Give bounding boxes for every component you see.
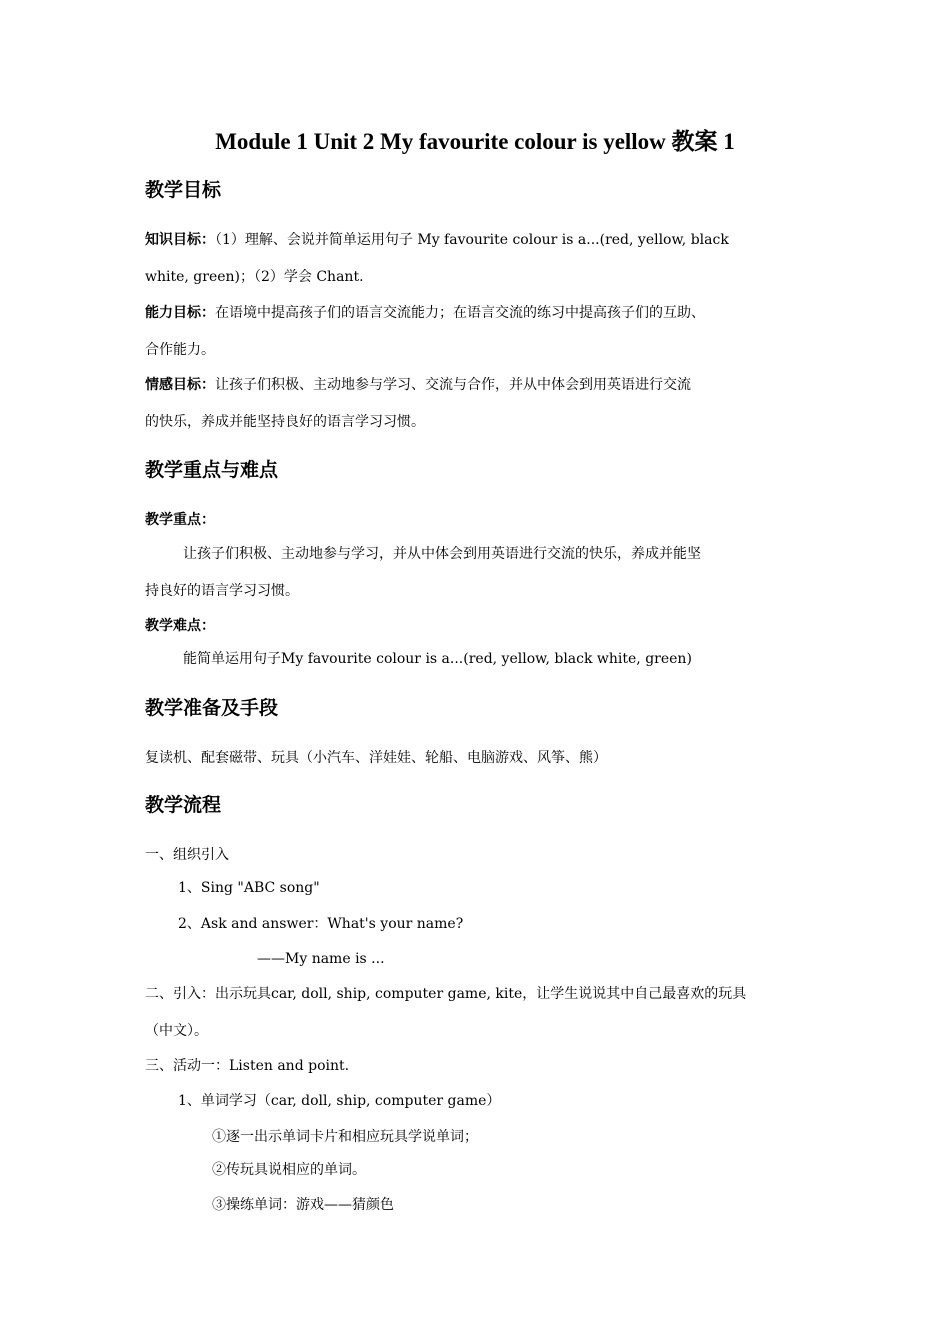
process-step1-item1: 1、Sing "ABC song": [178, 880, 320, 896]
process-step3-item1: 1、单词学习（car, doll, ship, computer game）: [178, 1093, 501, 1109]
process-step1-item3: ——My name is ...: [257, 951, 385, 967]
process-step1: 一、组织引入: [145, 847, 229, 863]
process-step3: 三、活动一：Listen and point.: [145, 1058, 350, 1074]
emotion-objective-text: 让孩子们积极、主动地参与学习、交流与合作，并从中体会到用英语进行交流: [215, 377, 691, 393]
emotion-objective-line1: [145, 374, 691, 396]
process-step3-sub1: ①逐一出示单词卡片和相应玩具学说单词；: [212, 1129, 478, 1145]
ability-objective-text: 在语境中提高孩子们的语言交流能力；在语言交流的练习中提高孩子们的互助、: [215, 305, 705, 321]
process-step3-sub3: ③操练单词：游戏——猜颜色: [212, 1197, 394, 1213]
knowledge-objective-text: （1）理解、会说并简单运用句子 My favourite colour is a...(red, yellow, black: [215, 232, 729, 248]
knowledge-objective-line1: [145, 229, 729, 251]
process-step2-line1: 二、引入：出示玩具car, doll, ship, computer game, kite，让学生说说其中自己最喜欢的玩具: [145, 986, 747, 1002]
ability-objective-label: 能力目标：: [145, 305, 215, 321]
heading-teaching-process: 教学流程: [145, 794, 222, 816]
knowledge-objective-label: 知识目标：: [145, 232, 215, 248]
difficult-point-label: 教学难点：: [145, 618, 215, 634]
heading-teaching-objectives: 教学目标: [145, 179, 222, 201]
key-point-line1: 让孩子们积极、主动地参与学习，并从中体会到用英语进行交流的快乐，养成并能坚: [183, 546, 701, 562]
document-title: Module 1 Unit 2 My favourite colour is yellow 教案 1: [215, 129, 735, 154]
difficult-point-line1: 能简单运用句子My favourite colour is a...(red, yellow, black white, green): [183, 651, 692, 667]
process-step1-item2: 2、Ask and answer：What's your name?: [178, 916, 464, 932]
process-step2-line2: （中文）。: [145, 1023, 208, 1039]
key-point-line2: 持良好的语言学习习惯。: [145, 583, 299, 599]
heading-preparation: 教学准备及手段: [145, 697, 279, 719]
ability-objective-line1: [145, 302, 705, 324]
ability-objective-line2: 合作能力。: [145, 342, 215, 358]
knowledge-objective-line2: white, green)；（2）学会 Chant.: [145, 269, 364, 285]
emotion-objective-line2: 的快乐，养成并能坚持良好的语言学习习惯。: [145, 414, 425, 430]
key-point-label: 教学重点：: [145, 512, 215, 528]
preparation-line1: 复读机、配套磁带、玩具（小汽车、洋娃娃、轮船、电脑游戏、风筝、熊）: [145, 750, 607, 766]
heading-key-and-difficult-points: 教学重点与难点: [145, 459, 279, 481]
process-step3-sub2: ②传玩具说相应的单词。: [212, 1162, 366, 1178]
emotion-objective-label: 情感目标：: [145, 377, 215, 393]
